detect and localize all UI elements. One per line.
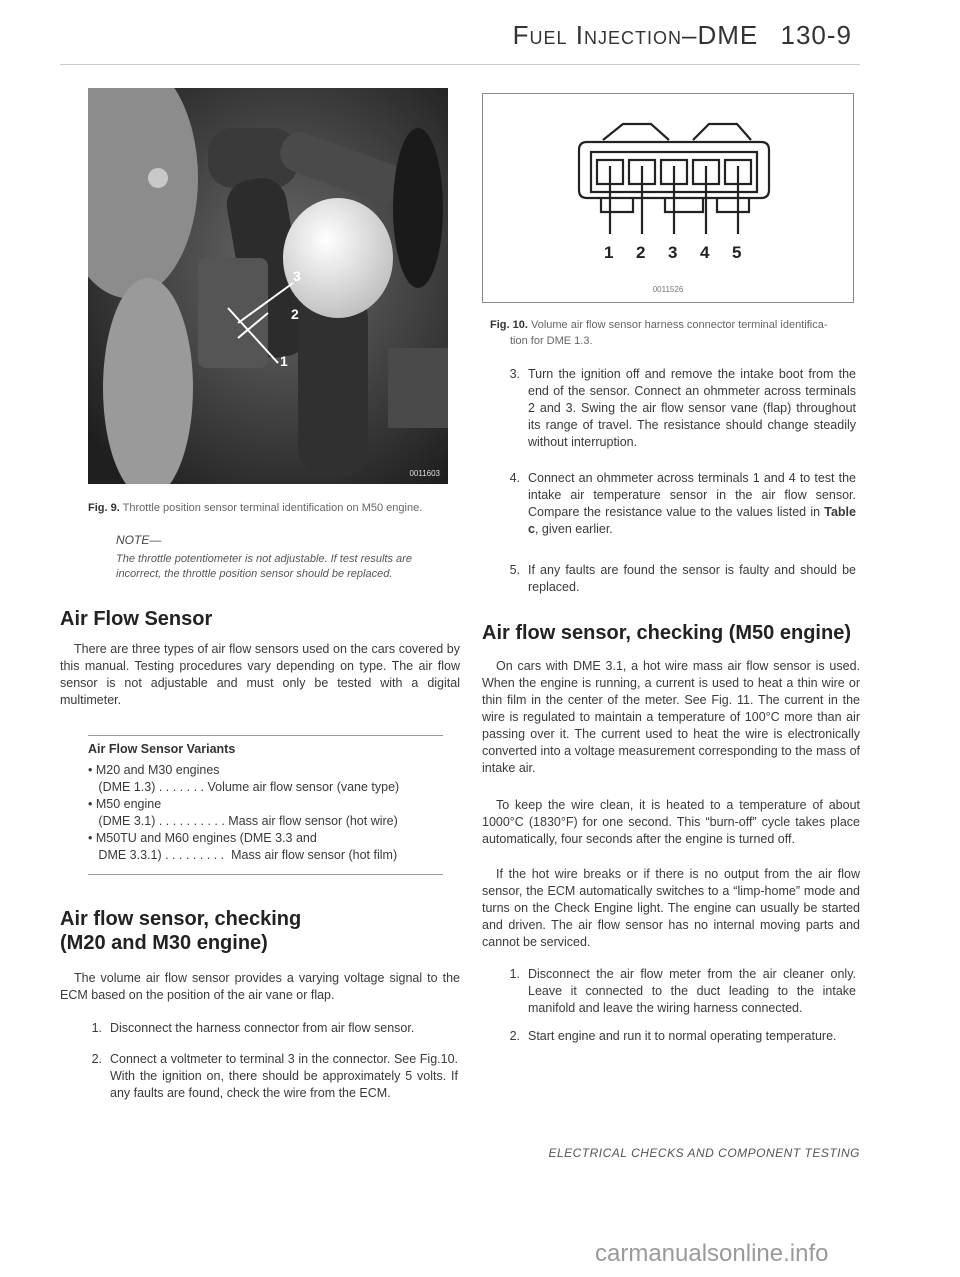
right-step-5 (500, 562, 856, 596)
m20-heading-line2: (M20 and M30 engine) (60, 932, 268, 954)
step-number: 2. (509, 1029, 520, 1043)
step-number: 1. (91, 1021, 102, 1035)
note-text: The throttle potentiometer is not adjustable. If test results are incorrect, the throttle position sensor should be replaced. (116, 553, 412, 580)
callout-2: 2 (291, 306, 299, 322)
step-text: Disconnect the harness connector from air flow sensor. (110, 1021, 415, 1035)
fig9-label: Fig. 9. (88, 502, 120, 514)
pin-label: 4 (700, 243, 710, 262)
variant-line: (DME 1.3) . . . . . . . Volume air flow sensor (vane type) (88, 780, 400, 794)
fig10-caption-line2: tion for DME 1.3. (510, 335, 593, 347)
fig9-caption (88, 500, 468, 516)
header-rule (60, 64, 860, 65)
m50-heading: Air flow sensor, checking (M50 engine) (482, 622, 851, 644)
connector-diagram (482, 93, 854, 303)
m20-step-2 (82, 1051, 458, 1102)
variant-line: • M50TU and M60 engines (DME 3.3 and (88, 831, 317, 845)
callout-1: 1 (280, 353, 288, 369)
variant-line: (DME 3.1) . . . . . . . . . . Mass air flow sensor (hot wire) (88, 814, 398, 828)
m20-heading-line1: Air flow sensor, checking (60, 908, 302, 930)
step-number: 3. (509, 367, 520, 381)
variants-top-rule (88, 735, 443, 736)
photo-id: 0011603 (409, 469, 440, 478)
fig10-caption-line1: Volume air flow sensor harness connector terminal identifica- (530, 319, 828, 331)
step-number: 2. (91, 1052, 102, 1066)
throttle-sensor-photo (88, 88, 448, 484)
m50-step-2 (500, 1028, 856, 1045)
diagram-id: 0011526 (652, 285, 684, 294)
table-ref: Table c (528, 505, 856, 536)
m50-paragraph-1: On cars with DME 3.1, a hot wire mass air flow sensor is used. When the engine is running, a current is used to heat a thin wire or thin film in the center of the meter. See Fig. 11. The current in the wire is regulated to maintain a temperature of 100°C more than air passing over it. The current used to heat the wire is electronically converted into a voltage measurement corresponding to the mass of intake air. (482, 659, 860, 775)
m50-step-1 (500, 966, 856, 1017)
m20-step-1 (82, 1020, 458, 1037)
m50-paragraph-3: If the hot wire breaks or if there is no output from the air flow sensor, the ECM automatically switches to a “limp-home” mode and turns on the Check Engine light. The engine can usually be started and driven. The air flow sensor has no internal moving parts and cannot be serviced. (482, 867, 860, 949)
variants-bottom-rule (88, 874, 443, 875)
air-flow-sensor-paragraph: There are three types of air flow sensors used on the cars covered by this manual. Testing procedures vary depending on type. The air flow sensor is not adjustable and must only be tested with a digital multimeter. (60, 642, 460, 707)
variant-line: • M20 and M30 engines (88, 763, 220, 777)
step-text-wrap (528, 470, 856, 538)
pin-label: 1 (604, 243, 614, 262)
page-header (500, 20, 852, 51)
step-number: 5. (509, 563, 520, 577)
pin-label: 2 (636, 243, 646, 262)
variants-list (88, 762, 448, 864)
watermark: carmanualsonline.info (595, 1240, 829, 1267)
step-text: Connect a voltmeter to terminal 3 in the connector. See Fig.10. With the ignition on, there should be approximately 5 volts. If any faults are found, check the wire from the ECM. (110, 1052, 458, 1100)
page-footer: ELECTRICAL CHECKS AND COMPONENT TESTING (548, 1146, 860, 1160)
variants-title: Air Flow Sensor Variants (88, 742, 236, 756)
m20-paragraph: The volume air flow sensor provides a varying voltage signal to the ECM based on the position of the air vane or flap. (60, 971, 460, 1002)
pin-label: 3 (668, 243, 678, 262)
fig10-caption (490, 317, 860, 349)
right-step-3 (500, 366, 856, 451)
page-number: 130-9 (780, 20, 852, 50)
step-text: If any faults are found the sensor is faulty and should be replaced. (528, 563, 856, 594)
m50-paragraph-2: To keep the wire clean, it is heated to a temperature of about 1000°C (1830°F) for one second. This “burn-off” cycle takes place automatically, four seconds after the engine is turned off. (482, 798, 860, 846)
step-number: 4. (509, 471, 520, 485)
variant-line: DME 3.3.1) . . . . . . . . . Mass air flow sensor (hot film) (88, 848, 398, 862)
header-title: Fuel Injection–DME (512, 20, 759, 50)
variant-line: • M50 engine (88, 797, 162, 811)
step-text: Disconnect the air flow meter from the air cleaner only. Leave it connected to the duct leading to the intake manifold and leave the wiring harness connected. (528, 967, 856, 1015)
engine-photo-illustration (88, 88, 448, 484)
step-text: Turn the ignition off and remove the intake boot from the end of the sensor. Connect an ohmmeter across terminals 2 and 3. Swing the air flow sensor vane (flap) throughout its range of travel. The resistance should change steadily without interruption. (528, 367, 856, 449)
connector-drawing (483, 94, 853, 302)
step-text-after: , given earlier. (534, 522, 613, 536)
pin-label: 5 (732, 243, 742, 262)
note-title: NOTE— (116, 533, 162, 547)
step-text: Connect an ohmmeter across terminals 1 and 4 to test the intake air temperature sensor in the air flow sensor. Compare the resistance value to the values listed in (528, 471, 856, 519)
right-step-4 (500, 470, 856, 538)
step-text: Start engine and run it to normal operating temperature. (528, 1029, 837, 1043)
step-number: 1. (509, 967, 520, 981)
air-flow-sensor-heading: Air Flow Sensor (60, 608, 213, 630)
fig10-label: Fig. 10. (490, 319, 528, 331)
callout-3: 3 (293, 268, 301, 284)
fig9-caption-text: Throttle position sensor terminal identification on M50 engine. (122, 502, 423, 514)
